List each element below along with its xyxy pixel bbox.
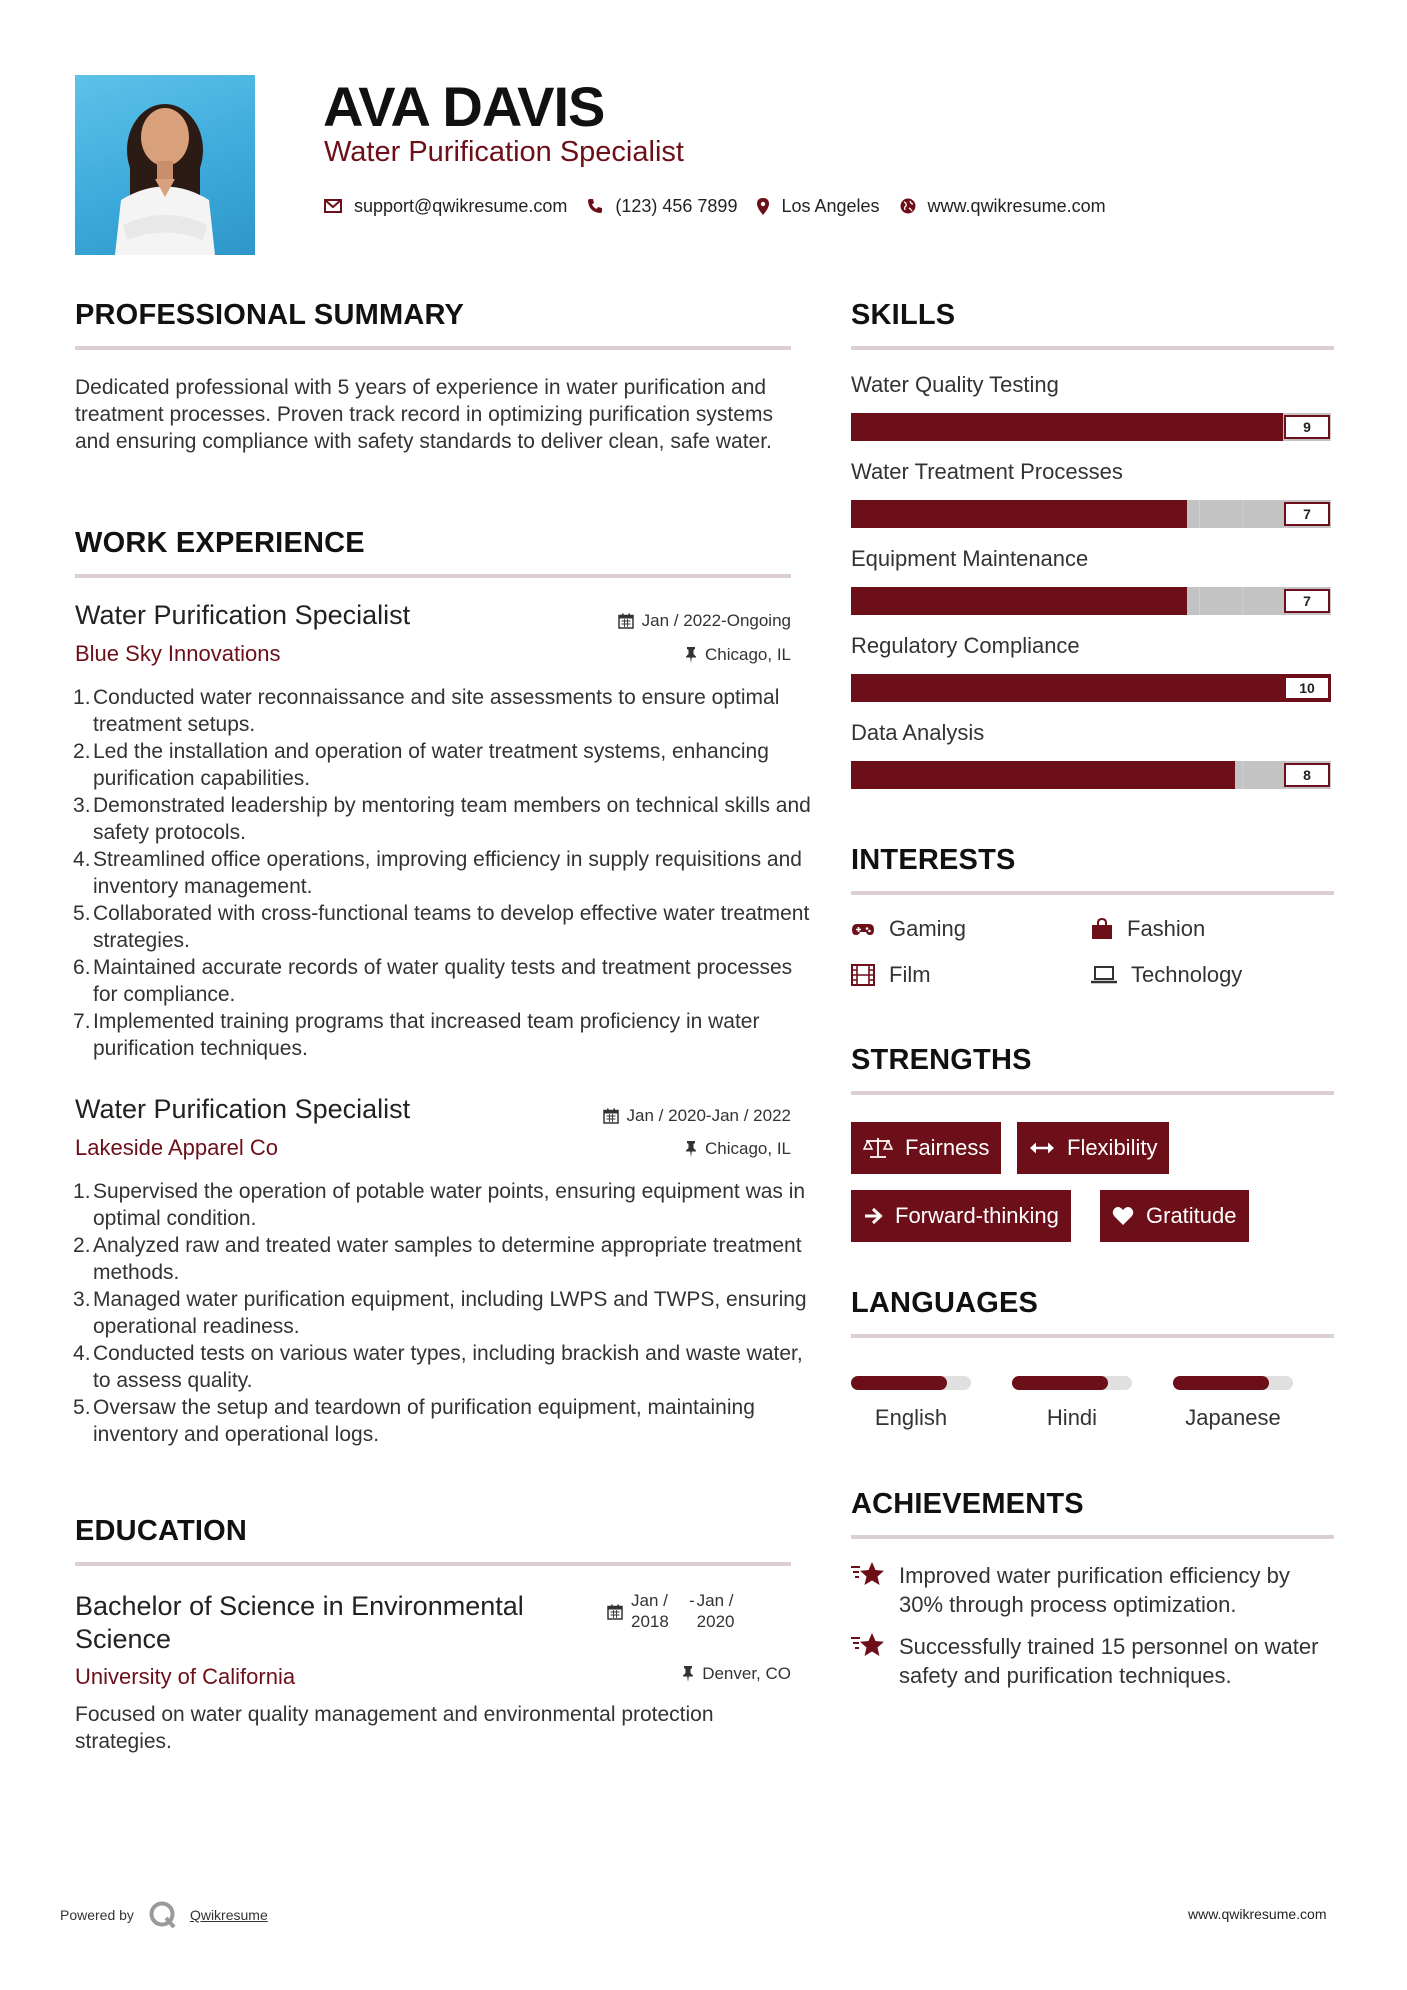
languages-divider: [851, 1334, 1334, 1338]
strength-label: Flexibility: [1067, 1135, 1158, 1160]
skill-bar-fill: [851, 413, 1283, 441]
language-label: Hindi: [1046, 1405, 1098, 1430]
contact-location-text: Los Angeles: [781, 195, 880, 216]
education-end: Jan / 2020: [696, 1591, 735, 1631]
job-2-title: Water Purification Specialist: [75, 1094, 411, 1124]
achievements-divider: [851, 1535, 1334, 1539]
skill-bar: [851, 674, 1331, 702]
summary-heading: PROFESSIONAL SUMMARY: [75, 299, 465, 331]
skill-score: 9: [1284, 415, 1330, 439]
list-item: Supervised the operation of potable water points, ensuring equipment was in optimal condition.: [93, 1180, 806, 1230]
list-item: Collaborated with cross-functional teams to develop effective water treatment strategies.: [93, 902, 810, 952]
education-divider: [75, 1562, 791, 1566]
job-1-dates: [618, 611, 791, 631]
skills-divider: [851, 346, 1334, 350]
powered-by-label: Powered by: [60, 1907, 134, 1923]
contact-phone[interactable]: [587, 196, 737, 217]
job-2-company: Lakeside Apparel Co: [75, 1135, 279, 1160]
interest-fashion: [1091, 916, 1205, 942]
summary-divider: [75, 346, 791, 350]
strength-label: Forward-thinking: [895, 1203, 1059, 1228]
education-location: [682, 1664, 791, 1684]
interest-label: Gaming: [889, 916, 967, 941]
language-level-fill: [1173, 1376, 1269, 1390]
pushpin-icon: [682, 1666, 694, 1682]
list-item: Implemented training programs that increased team proficiency in water purification techniques.: [93, 1010, 760, 1060]
gamepad-icon: [851, 921, 875, 937]
contact-phone-text: (123) 456 7899: [615, 195, 738, 216]
skill-score: 7: [1284, 589, 1330, 613]
job-2-location: [685, 1139, 791, 1159]
job-2-dates-text: Jan / 2020-Jan / 2022: [626, 1106, 791, 1125]
job-2-location-text: Chicago, IL: [705, 1139, 791, 1158]
skill-bar-fill: [851, 674, 1331, 702]
powered-by: [60, 1900, 268, 1930]
skill-bar: [851, 413, 1331, 441]
strength-tag-forward-thinking: [851, 1190, 1071, 1242]
skill-score: 10: [1284, 676, 1330, 700]
achievement-text: Improved water purification efficiency by 30% through process optimization.: [899, 1563, 1290, 1617]
interest-technology: [1091, 962, 1242, 988]
arrow-right-icon: [863, 1207, 883, 1225]
list-item: Oversaw the setup and teardown of purification equipment, maintaining inventory and operational logs.: [93, 1396, 755, 1446]
education-description: Focused on water quality management and environmental protection strategies.: [75, 1703, 714, 1753]
skill-bar: [851, 761, 1331, 789]
education-heading: EDUCATION: [75, 1515, 248, 1547]
contact-website-text: www.qwikresume.com: [927, 195, 1106, 216]
laptop-icon: [1091, 966, 1117, 984]
list-item: Conducted water reconnaissance and site assessments to ensure optimal treatment setups.: [93, 686, 780, 736]
balance-scale-icon: [863, 1136, 893, 1160]
profile-photo: [75, 75, 255, 255]
job-2-dates: [603, 1106, 791, 1126]
list-item: Maintained accurate records of water quality tests and treatment processes for compliance.: [93, 956, 793, 1006]
contact-location: [757, 196, 879, 217]
skill-label: Equipment Maintenance: [851, 546, 1089, 571]
job-1-title: Water Purification Specialist: [75, 600, 411, 630]
achievement-item: [851, 1561, 1331, 1619]
list-item: Streamlined office operations, improving efficiency in supply requisitions and inventory management.: [93, 848, 802, 898]
language-level-bar: [1173, 1376, 1293, 1390]
language-level-bar: [851, 1376, 971, 1390]
job-1-location: [685, 645, 791, 665]
achievement-text: Successfully trained 15 personnel on water safety and purification techniques.: [899, 1634, 1319, 1688]
globe-icon: [900, 198, 916, 214]
experience-heading: WORK EXPERIENCE: [75, 527, 365, 559]
list-item: Analyzed raw and treated water samples to determine appropriate treatment methods.: [93, 1234, 802, 1284]
strength-tag-gratitude: [1100, 1190, 1249, 1242]
languages-heading: LANGUAGES: [851, 1287, 1039, 1319]
strength-tag-flexibility: [1017, 1122, 1169, 1174]
language-level-fill: [851, 1376, 947, 1390]
envelope-icon: [324, 199, 342, 213]
contact-bar: [324, 193, 1126, 219]
language-label: Japanese: [1185, 1405, 1281, 1430]
language-level-bar: [1012, 1376, 1132, 1390]
language-label: English: [874, 1405, 948, 1430]
list-item: Conducted tests on various water types, including brackish and waste water, to assess quality.: [93, 1342, 803, 1392]
list-item: Managed water purification equipment, including LWPS and TWPS, ensuring operational readiness.: [93, 1288, 807, 1338]
skill-bar: [851, 500, 1331, 528]
education-dates: [607, 1590, 745, 1632]
strength-tag-fairness: [851, 1122, 1001, 1174]
achievement-item: [851, 1632, 1331, 1690]
shopping-bag-icon: [1091, 918, 1113, 940]
strengths-divider: [851, 1091, 1334, 1095]
contact-email-text: support@qwikresume.com: [354, 195, 568, 216]
summary-text: Dedicated professional with 5 years of experience in water purification and treatment processes. Proven track record in optimizing purification systems and ensuring compliance with safety standards to deliver clean, safe water.: [75, 376, 773, 453]
job-1-dates-text: Jan / 2022-Ongoing: [641, 611, 791, 630]
strengths-heading: STRENGTHS: [851, 1044, 1032, 1076]
skill-label: Regulatory Compliance: [851, 633, 1080, 658]
person-illustration: [75, 75, 255, 255]
date-separator: -: [689, 1591, 695, 1610]
language-level-fill: [1012, 1376, 1108, 1390]
candidate-name: AVA DAVIS: [323, 75, 605, 138]
job-2-bullets: [73, 1178, 813, 1448]
map-marker-icon: [757, 198, 769, 215]
contact-website[interactable]: [900, 196, 1106, 217]
star-icon: [851, 1632, 885, 1660]
qwikresume-logo-icon: [148, 1900, 178, 1930]
skill-label: Water Treatment Processes: [851, 459, 1123, 484]
experience-divider: [75, 574, 791, 578]
skill-label: Data Analysis: [851, 720, 985, 745]
skill-score: 8: [1284, 763, 1330, 787]
education-location-text: Denver, CO: [702, 1664, 791, 1683]
job-1-company: Blue Sky Innovations: [75, 641, 281, 666]
skill-label: Water Quality Testing: [851, 372, 1059, 397]
pushpin-icon: [685, 647, 697, 663]
calendar-icon: [618, 613, 634, 629]
calendar-icon: [607, 1604, 623, 1620]
list-item: Demonstrated leadership by mentoring team members on technical skills and safety protocols.: [93, 794, 811, 844]
skill-bar-fill: [851, 500, 1187, 528]
interest-label: Film: [889, 962, 931, 987]
interest-label: Technology: [1131, 962, 1243, 987]
job-1-bullets: [73, 684, 813, 1062]
qwikresume-link[interactable]: Qwikresume: [189, 1907, 268, 1923]
interest-label: Fashion: [1127, 916, 1206, 941]
interest-gaming: [851, 916, 966, 942]
arrows-horizontal-icon: [1029, 1141, 1055, 1155]
education-start: Jan / 2018: [631, 1591, 669, 1631]
contact-email[interactable]: [324, 196, 567, 217]
film-icon: [851, 964, 875, 986]
interests-divider: [851, 891, 1334, 895]
heart-icon: [1112, 1206, 1134, 1226]
skill-bar: [851, 587, 1331, 615]
interests-heading: INTERESTS: [851, 844, 1016, 876]
job-1-location-text: Chicago, IL: [705, 645, 791, 664]
education-school: University of California: [75, 1664, 296, 1689]
strength-label: Gratitude: [1146, 1203, 1237, 1228]
footer-website[interactable]: www.qwikresume.com: [1188, 1906, 1327, 1922]
star-icon: [851, 1561, 885, 1589]
skill-bar-fill: [851, 761, 1235, 789]
pushpin-icon: [685, 1141, 697, 1157]
achievements-heading: ACHIEVEMENTS: [851, 1488, 1084, 1520]
strength-label: Fairness: [905, 1135, 990, 1160]
interest-film: [851, 962, 931, 988]
candidate-title: Water Purification Specialist: [324, 136, 684, 168]
education-degree: Bachelor of Science in Environmental Science: [75, 1591, 524, 1654]
skill-bar-fill: [851, 587, 1187, 615]
calendar-icon: [603, 1108, 619, 1124]
skills-heading: SKILLS: [851, 299, 956, 331]
skill-score: 7: [1284, 502, 1330, 526]
phone-icon: [587, 198, 603, 214]
list-item: Led the installation and operation of water treatment systems, enhancing purification capabilities.: [93, 740, 769, 790]
